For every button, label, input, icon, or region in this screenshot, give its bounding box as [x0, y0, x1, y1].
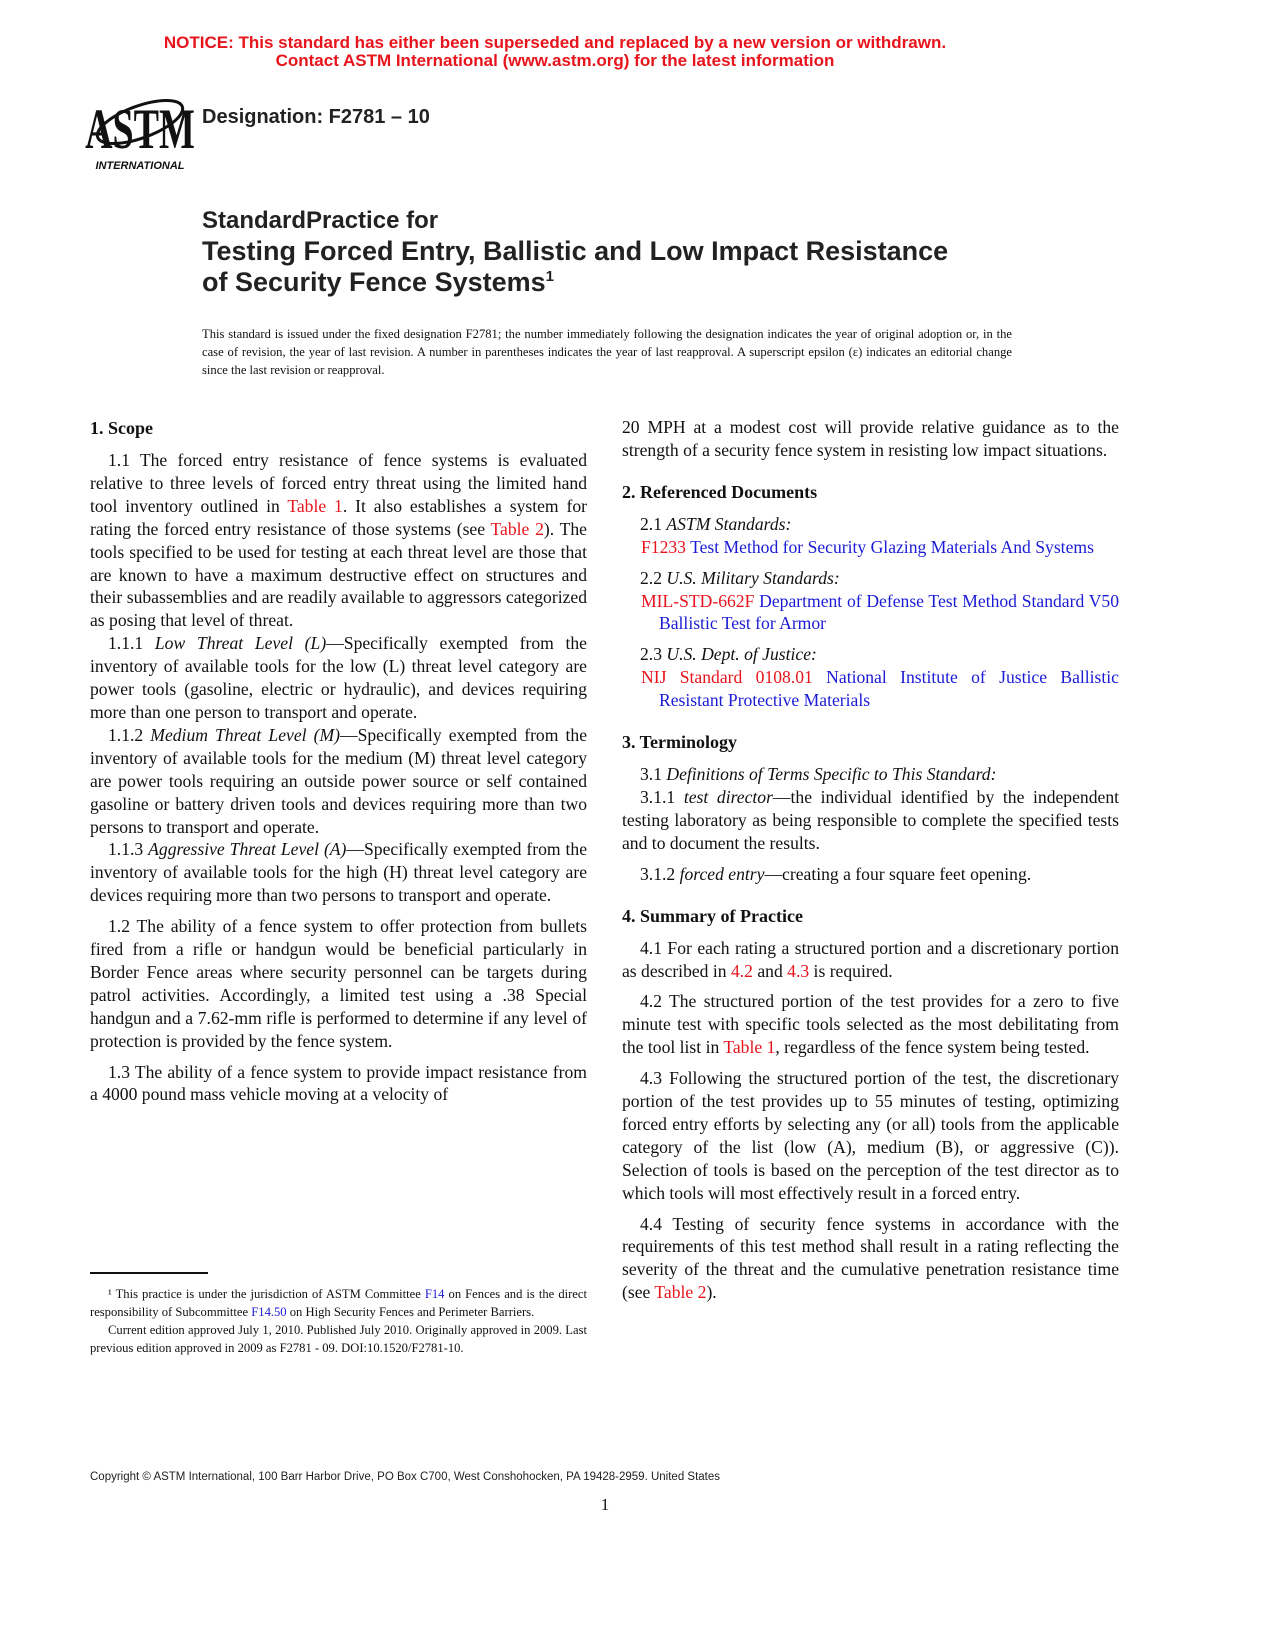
text-run: Current edition approved July 1, 2010. Published July 2010. Originally approved in 2009. Last previous edition approved in 2009 as F2781 - 09. DOI:10.1520/F2781-10.: [90, 1323, 587, 1355]
text-run: 1.1 The forced entry resistance of fence systems is evaluated relative to three levels of forced entry threat using the limited hand tool inventory outlined in: [90, 450, 587, 516]
text-run: 20 MPH at a modest cost will provide relative guidance as to the strength of a security fence system in resisting low impact situations.: [622, 417, 1119, 460]
text-run: —Specifically exempted from the inventory of available tools for the high (H) threat level category are devices requiring more than two persons to transport and operate.: [90, 839, 588, 906]
italic-term: Aggressive Threat Level (A): [148, 839, 347, 860]
section-heading: 2. Referenced Documents: [622, 481, 818, 502]
text-run: —Specifically exempted from the inventory of available tools for the medium (M) threat level category are power tools requiring an outside power source or self contained gasoline or battery driven tools and devices requiring more than two persons to transport and operate.: [90, 724, 588, 837]
text-run: ).: [706, 1282, 717, 1303]
paragraph: [90, 838, 587, 907]
footnote-divider: [90, 1272, 208, 1274]
text-run: —Specifically exempted from the inventory of available tools for the low (L) threat level category are power tools (gasoline, electric or hydraulic), and devices requiring more than one person to transport and operate.: [90, 633, 587, 722]
reference-entry: [622, 590, 1119, 636]
cross-reference-link[interactable]: NIJ Standard 0108.01: [641, 667, 813, 688]
astm-logo-icon: [85, 82, 195, 172]
paragraph: [90, 724, 587, 839]
italic-term: test director: [683, 786, 773, 807]
text-run: is required.: [809, 960, 893, 981]
cross-reference-link[interactable]: F14: [424, 1287, 445, 1301]
copyright: Copyright © ASTM International, 100 Barr Harbor Drive, PO Box C700, West Conshohocken, PA 19428-2959. United States: [90, 1471, 721, 1483]
paragraph: [622, 1067, 1119, 1204]
cross-reference-link[interactable]: Test Method for Security Glazing Materials And Systems: [685, 536, 1094, 557]
paragraph: [90, 1321, 587, 1357]
paragraph: [622, 863, 1119, 886]
text-run: 3.1: [640, 764, 667, 785]
footnote-marker: 1: [545, 268, 554, 285]
cross-reference-link[interactable]: Table 1: [287, 495, 343, 516]
paragraph: [90, 1061, 587, 1107]
cross-reference-link[interactable]: 4.2: [730, 960, 753, 981]
text-run: 2.1: [640, 513, 667, 534]
italic-term: Low Threat Level (L): [154, 633, 327, 654]
paragraph: [90, 915, 587, 1052]
text-run: ¹ This practice is under the jurisdiction of ASTM Committee: [108, 1287, 425, 1301]
paragraph: [622, 513, 1119, 536]
section-heading: 4. Summary of Practice: [622, 905, 803, 926]
italic-term: Definitions of Terms Specific to This Standard:: [666, 764, 997, 785]
text-run: 1.1.1: [108, 633, 155, 654]
cross-reference-link[interactable]: 4.3: [787, 960, 810, 981]
paragraph: [90, 632, 587, 724]
left-column: [90, 416, 587, 1106]
paragraph: [622, 1213, 1119, 1305]
section-heading: 1. Scope: [90, 418, 153, 438]
text-run: 3.1.2: [640, 863, 680, 884]
cross-reference-link[interactable]: Table 1: [723, 1037, 776, 1058]
title-line-3-text: of Security Fence Systems: [202, 267, 546, 297]
text-run: 2.2: [640, 567, 667, 588]
issuance-note: This standard is issued under the fixed designation F2781; the number immediately following the designation indicates the year of original adoption or, in the case of revision, the year of last revision. A number in parentheses indicates the year of last reapproval. A superscript epsilon (ε) indicates an editorial change since the last revision or reapproval.: [202, 327, 1012, 377]
text-run: . It also establishes a system for rating the forced entry resistance of those systems (see: [90, 495, 587, 539]
svg-text:ASTM: ASTM: [85, 98, 195, 161]
text-run: 4.2 The structured portion of the test provides for a zero to five minute test with specific tools selected as the most debilitating from the tool list in: [622, 991, 1119, 1058]
text-run: on Fences and is the direct responsibility of Subcommittee: [90, 1287, 587, 1319]
italic-term: forced entry: [679, 863, 765, 884]
cross-reference-link[interactable]: F14.50: [251, 1305, 287, 1319]
paragraph: [622, 786, 1119, 855]
text-run: 1.3 The ability of a fence system to provide impact resistance from a 4000 pound mass vehicle moving at a velocity of: [90, 1061, 587, 1105]
notice-line-1: NOTICE: This standard has either been superseded and replaced by a new version or withdrawn.: [163, 33, 947, 52]
text-run: ). The tools specified to be used for testing at each threat level are those that are known to have a maximum destructive effect on structures and their subassemblies and are readily available to aggressors categorized as posing that level of threat.: [90, 518, 587, 631]
reference-entry: [622, 536, 1119, 559]
italic-term: U.S. Dept. of Justice:: [666, 644, 817, 665]
text-run: —creating a four square feet opening.: [764, 863, 1032, 884]
text-run: 3.1.1: [640, 786, 684, 807]
italic-term: Medium Threat Level (M): [150, 724, 340, 745]
paragraph: [622, 567, 1119, 590]
cross-reference-link[interactable]: Department of Defense Test Method Standard V50 Ballistic Test for Armor: [659, 590, 1119, 634]
italic-term: ASTM Standards:: [666, 513, 792, 534]
paragraph: [622, 416, 1119, 462]
cross-reference-link[interactable]: Table 2: [490, 518, 544, 539]
right-column: [622, 416, 1119, 1304]
paragraph: [90, 1285, 587, 1321]
text-run: 1.1.2: [108, 724, 151, 745]
cross-reference-link[interactable]: National Institute of Justice Ballistic Resistant Protective Materials: [659, 667, 1119, 711]
title-line-3: [202, 267, 554, 298]
page-number: 1: [600, 1495, 610, 1514]
text-run: 4.3 Following the structured portion of the test, the discretionary portion of the test provides up to 55 minutes of testing, optimizing forced entry efforts by selecting any (or all) tools from the applicable category of the list (low (A), medium (B), or aggressive (C)). Selection of tools is based on the perception of the test director as to which tools will most effectively result in a forced entry.: [622, 1068, 1119, 1203]
section-heading: 3. Terminology: [622, 732, 738, 753]
cross-reference-link[interactable]: MIL-STD-662F: [641, 590, 755, 611]
title-line-2: Testing Forced Entry, Ballistic and Low Impact Resistance: [202, 236, 949, 266]
footnotes: [90, 1285, 587, 1357]
svg-text:INTERNATIONAL: INTERNATIONAL: [95, 160, 185, 172]
paragraph: [622, 990, 1119, 1059]
italic-term: U.S. Military Standards:: [666, 567, 840, 588]
cross-reference-link[interactable]: Table 2: [654, 1282, 707, 1303]
text-run: 4.1 For each rating a structured portion and a discretionary portion as described in: [622, 937, 1119, 981]
text-run: on High Security Fences and Perimeter Barriers.: [286, 1305, 535, 1319]
cross-reference-link[interactable]: F1233: [641, 536, 686, 557]
notice-line-2: Contact ASTM International (www.astm.org) for the latest information: [275, 51, 835, 70]
paragraph: [622, 937, 1119, 983]
title-line-1: StandardPractice for: [202, 207, 439, 234]
text-run: and: [752, 960, 788, 981]
designation: Designation: F2781 – 10: [202, 106, 430, 128]
text-run: 2.3: [640, 644, 667, 665]
reference-entry: [622, 666, 1119, 712]
text-run: 4.4 Testing of security fence systems in accordance with the requirements of this test method shall result in a rating reflecting the severity of the threat and the cumulative penetration resistance time (see: [622, 1213, 1119, 1303]
paragraph: [90, 449, 587, 632]
text-run: 1.1.3: [108, 839, 149, 860]
text-run: 1.2 The ability of a fence system to offer protection from bullets fired from a rifle or handgun would be beneficial particularly in Border Fence areas where security personnel can be targets during patrol activities. Accordingly, a limited test using a .38 Special handgun and a 7.62-mm rifle is performed to determine if any level of protection is provided by the fence system.: [90, 916, 587, 1051]
text-run: —the individual identified by the independent testing laboratory as being responsible to complete the specified tests and to document the results.: [622, 786, 1119, 853]
text-run: , regardless of the fence system being tested.: [775, 1037, 1090, 1058]
paragraph: [622, 643, 1119, 666]
paragraph: [622, 763, 1119, 786]
